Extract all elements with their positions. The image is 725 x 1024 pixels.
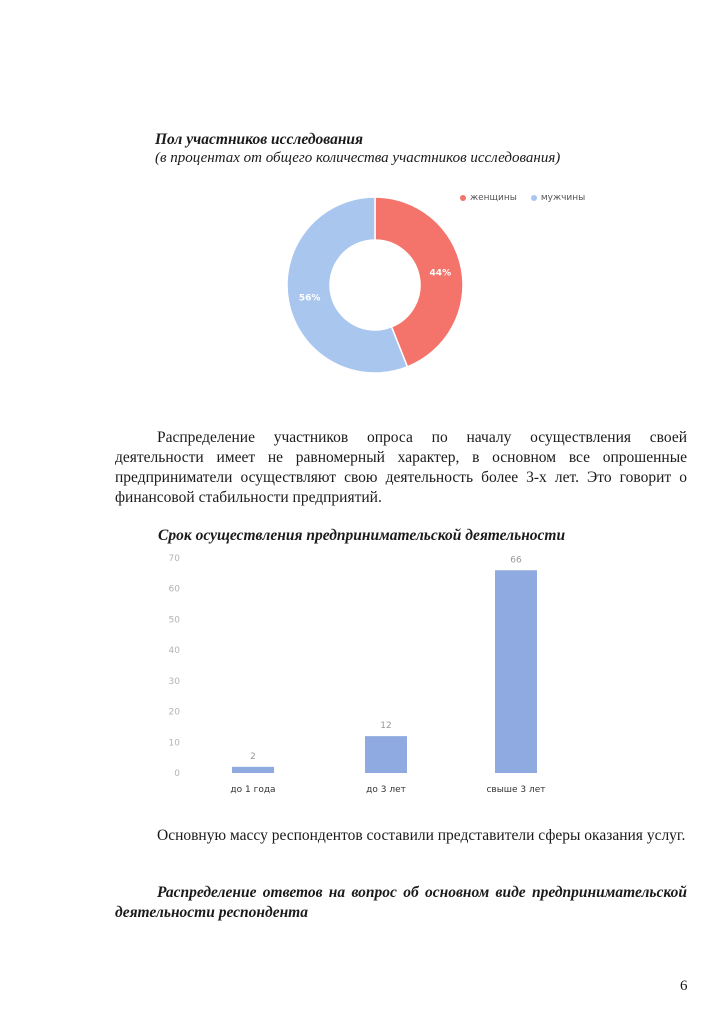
bar-value-label: 2 [250,751,256,762]
y-tick-label: 40 [168,646,180,657]
page-number: 6 [680,978,688,994]
legend-label-women: женщины [470,193,517,203]
y-tick-label: 0 [174,769,180,779]
bar-1 [232,767,274,773]
legend-dot-men-icon [531,195,537,201]
x-category-label: до 1 года [230,785,276,795]
y-tick-label: 60 [168,584,180,595]
y-tick-label: 50 [168,615,180,626]
y-tick-label: 30 [168,676,180,687]
gender-chart-title: Пол участников исследования [155,131,364,148]
x-category-label: свыше 3 лет [486,785,546,795]
paragraph-business-duration: Распределение участников опроса по началу осуществления своей деятельности имеет не равномерный характер, в основном все опрошенные предприниматели осуществляют свою деятельность более 3-х лет. Это говорит о финансовой стабильности предприятий. [115,429,687,506]
bar-3 [495,570,537,773]
gender-chart-subtitle: (в процентах от общего количества участников исследования) [155,150,561,166]
donut-label-women: 44% [429,268,452,279]
legend-label-men: мужчины [540,193,586,203]
bar-2 [365,736,407,773]
y-tick-label: 70 [168,554,180,564]
duration-bar-chart [150,548,590,798]
donut-label-men: 56% [298,293,321,304]
bar-value-label: 66 [510,555,522,566]
x-category-label: до 3 лет [366,785,406,795]
y-tick-label: 10 [168,738,180,749]
legend-item-men [531,193,585,203]
gender-chart-legend [460,188,595,206]
gender-donut-chart [280,190,470,380]
paragraph-services: Основную массу респондентов составили представители сферы оказания услуг. [157,827,686,844]
activity-section-title: Распределение ответов на вопрос об основном виде предпринимательской деятельности респондента [115,884,687,921]
bar-value-label: 12 [380,721,392,732]
duration-chart-title: Срок осуществления предпринимательской деятельности [158,527,566,544]
y-tick-label: 20 [168,707,180,718]
